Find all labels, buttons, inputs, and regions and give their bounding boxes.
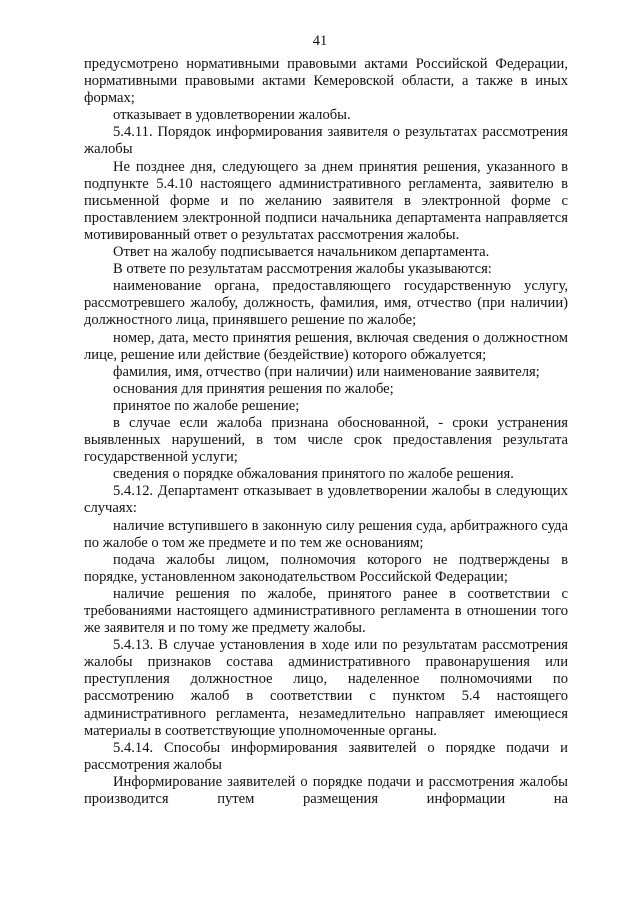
list-item: подача жалобы лицом, полномочия которого не подтверждены в порядке, установленном законодательством Российской Федерации;: [84, 551, 568, 585]
list-item: наличие решения по жалобе, принятого ранее в соответствии с требованиями настоящего административного регламента в отношении того же заявителя и по тому же предмету жалобы.: [84, 585, 568, 637]
list-item: наличие вступившего в законную силу решения суда, арбитражного суда по жалобе о том же предмете и по тем же основаниям;: [84, 517, 568, 551]
paragraph: отказывает в удовлетворении жалобы.: [113, 107, 351, 124]
list-item: наименование органа, предоставляющего государственную услугу, рассмотревшего жалобу, должность, фамилия, имя, отчество (при наличии) должностного лица, принявшего решение по жалобе;: [84, 278, 568, 329]
paragraph: Ответ на жалобу подписывается начальником департамента.: [113, 244, 490, 261]
list-item: номер, дата, место принятия решения, включая сведения о должностном лице, решение или действие (бездействие) которого обжалуется;: [84, 329, 568, 363]
paragraph: Не позднее дня, следующего за днем принятия решения, указанного в подпункте 5.4.10 настоящего административного регламента, заявителю в письменной форме и по желанию заявителя в электронной форме с проставлением электронной подписи начальника департамента направляется мотивированный ответ о результатах рассмотрения жалобы.: [84, 158, 568, 243]
section-heading-5-4-12: 5.4.12. Департамент отказывает в удовлетворении жалобы в следующих случаях:: [84, 483, 568, 517]
paragraph: предусмотрено нормативными правовыми актами Российской Федерации, нормативными правовыми актами Кемеровской области, а также в иных формах;: [84, 56, 568, 107]
paragraph: В ответе по результатам рассмотрения жалобы указываются:: [113, 261, 492, 278]
list-item: фамилия, имя, отчество (при наличии) или наименование заявителя;: [113, 363, 540, 380]
page-number: 41: [312, 33, 328, 49]
list-item: в случае если жалоба признана обоснованной, - сроки устранения выявленных нарушений, в том числе срок предоставления результата государственной услуги;: [84, 414, 568, 466]
list-item: принятое по жалобе решение;: [113, 397, 300, 414]
document-body: [84, 56, 568, 808]
list-item: сведения о порядке обжалования принятого по жалобе решения.: [113, 466, 514, 483]
section-heading-5-4-11: 5.4.11. Порядок информирования заявителя о результатах рассмотрения жалобы: [84, 124, 568, 158]
list-item: основания для принятия решения по жалобе;: [113, 380, 394, 397]
section-heading-5-4-13: 5.4.13. В случае установления в ходе или по результатам рассмотрения жалобы признаков состава административного правонарушения или преступления должностное лицо, наделенное полномочиями по рассмотрению жалоб в соответствии с пунктом 5.4 настоящего административного регламента, незамедлительно направляет имеющиеся материалы в соответствующие уполномоченные органы.: [84, 637, 568, 739]
section-heading-5-4-14: 5.4.14. Способы информирования заявителей о порядке подачи и рассмотрения жалобы: [84, 739, 568, 773]
paragraph: Информирование заявителей о порядке подачи и рассмотрения жалобы производится путем размещения информации на: [84, 773, 568, 808]
